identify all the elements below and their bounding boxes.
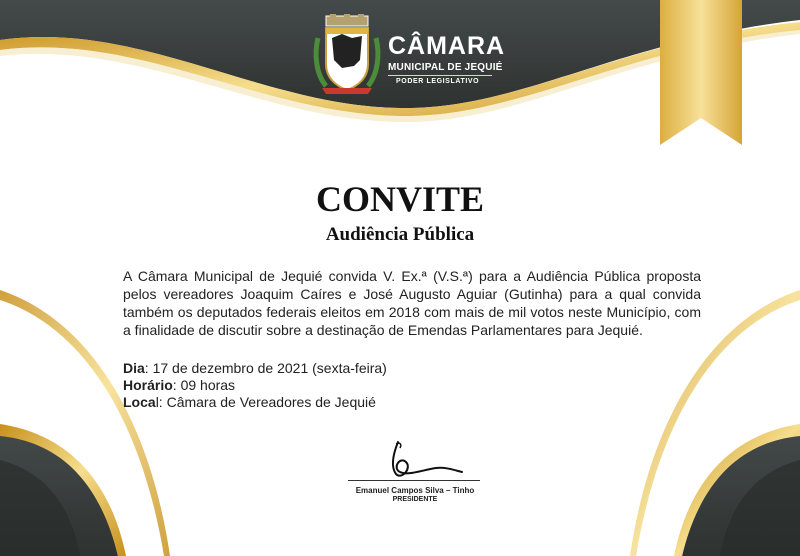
detail-day [123, 360, 623, 377]
event-details [123, 360, 623, 411]
org-name: CÂMARA [388, 32, 506, 60]
logo-divider [388, 75, 492, 76]
detail-place-label: Loca [123, 394, 156, 410]
org-branch: PODER LEGISLATIVO [396, 78, 480, 85]
coat-of-arms-icon [312, 14, 382, 98]
detail-place-value: l: Câmara de Vereadores de Jequié [155, 394, 376, 410]
detail-time [123, 377, 623, 394]
invite-title: CONVITE [315, 179, 485, 219]
handwritten-signature-icon [366, 438, 466, 480]
invite-subtitle: Audiência Pública [325, 224, 475, 245]
detail-place [123, 394, 623, 411]
signature-line [348, 480, 480, 481]
detail-day-value: : 17 de dezembro de 2021 (sexta-feira) [144, 360, 387, 376]
signatory-role: PRESIDENTE [392, 496, 438, 503]
chamber-logo [312, 14, 506, 98]
detail-time-label: Horário [123, 377, 173, 393]
signature-block [336, 438, 494, 506]
signatory-name: Emanuel Campos Silva – Tinho [355, 486, 475, 495]
org-subtitle: MUNICIPAL DE JEQUIÉ [388, 62, 503, 73]
invite-body: A Câmara Municipal de Jequié convida V. Ex.ª (V.S.ª) para a Audiência Pública proposta pelos vereadores Joaquim Caíres e José Augusto Aguiar (Gutinha) para a qual convida também os deputados federais eleitos em 2018 com mais de mil votos neste Município, com a finalidade de discutir sobre a destinação de Emendas Parlamentares para Jequié. [123, 268, 701, 338]
detail-time-value: : 09 horas [172, 377, 236, 393]
detail-day-label: Dia [123, 360, 145, 376]
